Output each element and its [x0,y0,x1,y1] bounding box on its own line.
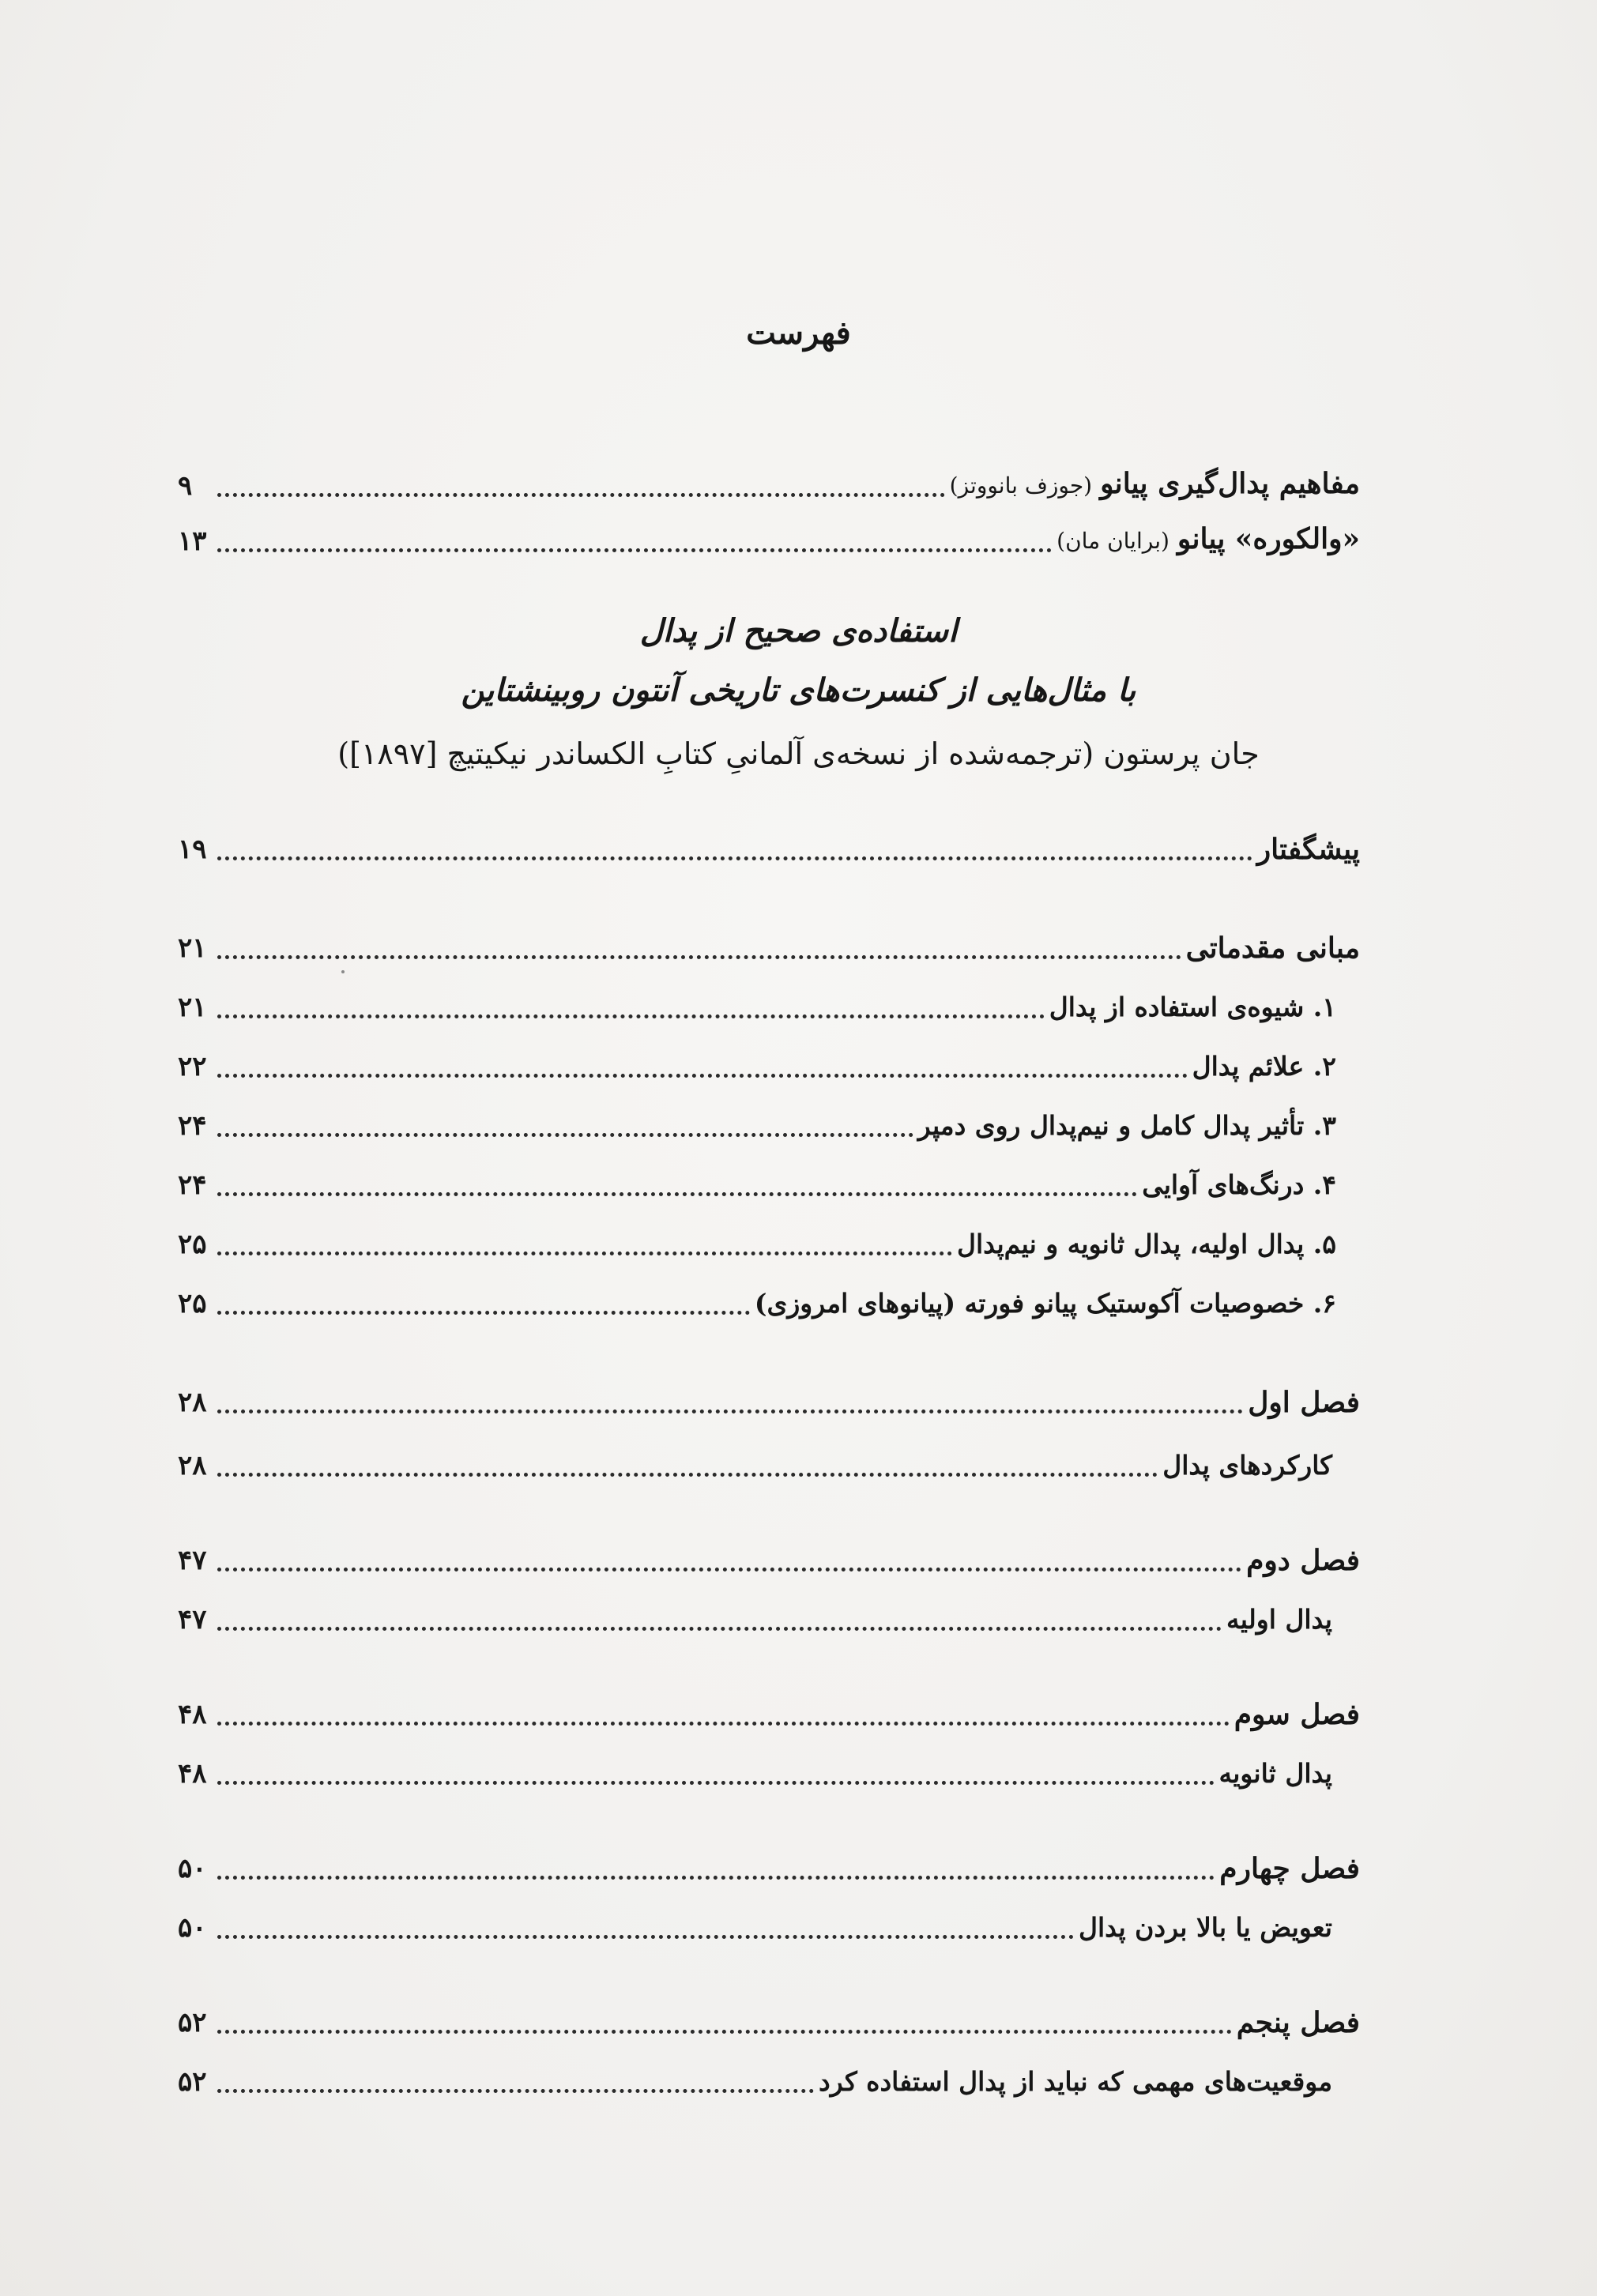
page-number: ۲۵ [178,1229,207,1260]
dot-leader [217,2030,1232,2034]
toc-subentry-label: ۵. پدال اولیه، پدال ثانویه و نیم‌پدال [957,1229,1336,1259]
toc-subentry-label: ۶. خصوصیات آکوستیک پیانو فورته (پیانوهای امروزی) [754,1288,1336,1319]
toc-subentry [178,1280,1336,1327]
dot-leader [217,1722,1230,1726]
page-number: ۴۸ [178,1699,207,1730]
page-number: ۵۲ [178,2007,207,2038]
toc-entry-chapter-2 [178,1537,1360,1584]
page-number: ۱۳ [178,525,207,557]
dot-leader [217,1876,1215,1880]
toc-entry-label: فصل سوم [1234,1698,1360,1731]
toc-subentry-label: موقعیت‌های مهمی که نباید از پدال استفاده کرد [819,2066,1332,2097]
page-number: ۴۷ [178,1545,207,1576]
toc-entry-label: فصل پنجم [1236,2006,1360,2039]
toc-entry-chapter-3 [178,1691,1360,1738]
toc-subentry-label: ۲. علائم پدال [1192,1051,1336,1082]
toc-subentry [178,1161,1336,1209]
page-number: ۴۷ [178,1604,207,1635]
dot-leader [217,856,1252,860]
dot-leader [217,1781,1215,1785]
page-number: ۲۸ [178,1387,207,1418]
toc-subentry [178,1043,1336,1090]
toc-subentry [178,984,1336,1031]
page-number: ۲۸ [178,1450,207,1481]
section-heading-credit: جان پرستون (ترجمه‌شده از نسخه‌ی آلمانیِ کتابِ الکساندر نیکیتیچ [۱۸۹۷]) [337,736,1260,771]
page-number: ۵۰ [178,1912,207,1944]
page-number: ۹ [178,470,193,502]
page-number: ۱۹ [178,834,207,865]
dot-leader [217,493,945,497]
toc-subentry-label: کارکردهای پدال [1162,1450,1332,1481]
section-heading-title: استفاده‌ی صحیح از پدال [639,612,958,649]
dot-leader [217,955,1181,959]
page-number: ۲۵ [178,1288,207,1319]
toc-entry-label: «والکوره» پیانو(برایان مان) [1057,522,1360,555]
toc-entry-chapter-1 [178,1379,1360,1426]
toc-entry-label: فصل دوم [1246,1544,1360,1577]
page-number: ۵۲ [178,2066,207,2098]
dot-leader [217,1133,913,1137]
toc-subentry-label: ۴. درنگ‌های آوایی [1142,1169,1336,1200]
toc-entry-concepts [178,462,1360,510]
toc-subentry [178,1596,1332,1643]
toc-subentry-label: ۱. شیوه‌ی استفاده از پدال [1049,992,1336,1022]
dot-leader [217,1410,1243,1413]
page-number: ۲۴ [178,1169,207,1201]
page-number: ۲۴ [178,1110,207,1142]
dot-leader [217,2089,814,2093]
dot-leader [217,1627,1222,1631]
dot-leader [217,1935,1074,1939]
page-title: فهرست [746,314,851,352]
dot-leader [217,548,1052,552]
paper-speck [341,970,345,973]
toc-entry-label: پیشگفتار [1256,833,1360,866]
dot-leader [217,1568,1241,1571]
toc-entry-label: فصل اول [1248,1386,1360,1419]
toc-subentry [178,1102,1336,1150]
toc-entry-basics [178,924,1360,972]
toc-subentry-label: پدال اولیه [1226,1604,1332,1635]
dot-leader [217,1252,952,1255]
toc-entry-valkyrie [178,518,1360,565]
toc-subentry [178,2058,1332,2106]
toc-entry-chapter-5 [178,1999,1360,2046]
toc-entry-label: مبانی مقدماتی [1185,932,1360,965]
dot-leader [217,1473,1158,1477]
dot-leader [217,1014,1045,1018]
toc-subentry [178,1904,1332,1952]
toc-subentry [178,1750,1332,1797]
page-number: ۲۱ [178,992,207,1023]
toc-subentry [178,1221,1336,1268]
dot-leader [217,1311,750,1315]
page-number: ۵۰ [178,1853,207,1884]
dot-leader [217,1192,1137,1196]
toc-entry-label: فصل چهارم [1219,1852,1360,1885]
section-heading-subtitle: با مثال‌هایی از کنسرت‌های تاریخی آنتون روبینشتاین [461,672,1136,709]
page-number: ۲۲ [178,1051,207,1082]
dot-leader [217,1074,1188,1078]
toc-subentry-label: پدال ثانویه [1218,1758,1332,1789]
toc-subentry-label: ۳. تأثیر پدال کامل و نیم‌پدال روی دمپر [917,1110,1336,1141]
toc-subentry-label: تعویض یا بالا بردن پدال [1079,1912,1332,1943]
toc-subentry [178,1442,1332,1489]
page-number: ۲۱ [178,932,207,964]
toc-entry-preface [178,826,1360,873]
page-number: ۴۸ [178,1758,207,1790]
toc-entry-chapter-4 [178,1845,1360,1892]
toc-entry-label: مفاهیم پدال‌گیری پیانو(جوزف بانووتز) [949,467,1360,500]
